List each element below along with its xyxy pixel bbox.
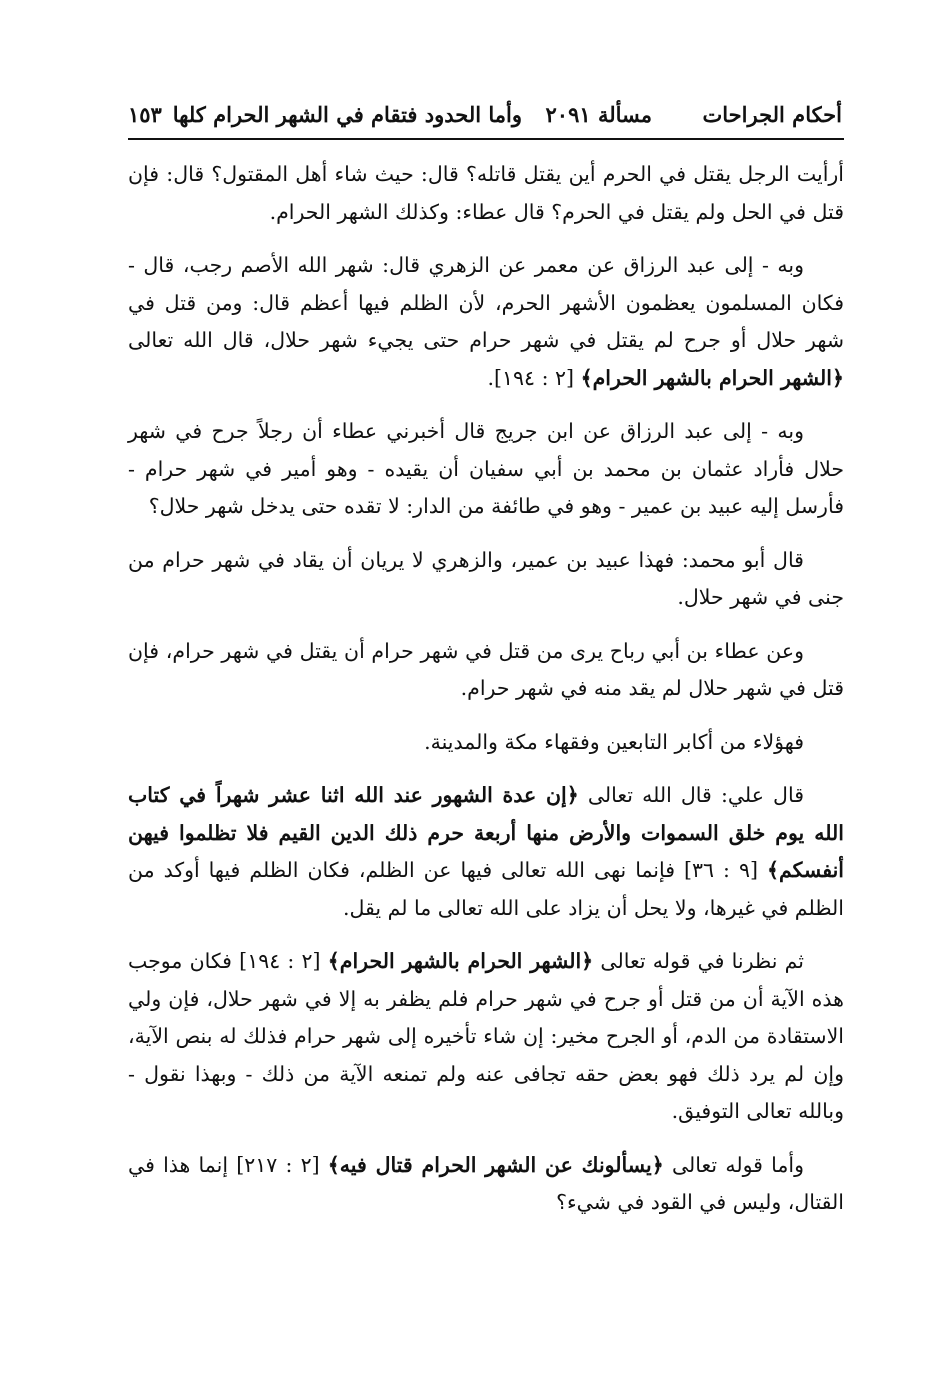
paragraph-8-continuation: [٢ : ١٩٤] فكان موجب هذه الآية أن من قتل أو جرح في شهر حرام فلم يظفر به إلا في شهر حلال، فإن ولي الاستقادة من الدم، أو الجرح مخير: إن شاء تأخيره إلى شهر حرام فذلك له بنص الآية، وإن لم يرد ذلك فهو بعض حقه تجافى عنه ولم تمنعه الآية من ذلك - وبهذا نقول - وبالله تعالى التوفيق. <box>128 949 844 1123</box>
issue-number: مسألة ٢٠٩١ <box>545 102 652 127</box>
header-rule <box>128 138 844 140</box>
quran-quote: ﴿إن عدة الشهور عند الله اثنا عشر شهراً في كتاب الله يوم خلق السموات والأرض منها أربعة حرم ذلك الدين القيم فلا تظلموا فيهن أنفسكم﴾ <box>128 783 844 882</box>
paragraph-8-text: ثم نظرنا في قوله تعالى <box>600 949 804 973</box>
paragraph-6: فهؤلاء من أكابر التابعين وفقهاء مكة والمدينة. <box>424 729 804 754</box>
paragraph-7 <box>128 777 844 927</box>
chapter-topic: وأما الحدود فتقام في الشهر الحرام كلها <box>172 102 522 127</box>
page-body <box>128 156 844 1238</box>
paragraph-9-continuation: [٢ : ٢١٧] إنما هذا في القتال، وليس في القود في شيء؟ <box>128 1152 844 1214</box>
page-number: ١٥٣ <box>128 102 162 127</box>
paragraph-9-text: وأما قوله تعالى <box>671 1152 804 1177</box>
paragraph-2-text: وبه - إلى عبد الرزاق عن معمر عن الزهري قال: شهر الله الأصم رجب، قال - فكان المسلمون يعظمون الأشهر الحرم، لأن الظلم فيها أعظم قال: ومن قتل في شهر حلال أو جرح لم يقتل في شهر حرام حتى يجيء شهر حلال، قال الله تعالى <box>128 253 844 352</box>
running-header <box>128 98 842 138</box>
quran-quote: ﴿الشهر الحرام بالشهر الحرام﴾ <box>327 949 594 973</box>
paragraph-7-continuation: [٩ : ٣٦] فإنما نهى الله تعالى فيها عن الظلم، فكان الظلم فيها أوكد من الظلم في غيرها، ولا يحل أن يزاد على الله تعالى ما لم يقل. <box>128 858 844 920</box>
paragraph-1: أرأيت الرجل يقتل في الحرم أين يقتل قاتله؟ قال: حيث شاء أهل المقتول؟ قال: فإن قتل في الحل ولم يقتل في الحرم؟ قال عطاء: وكذلك الشهر الحرام. <box>128 162 844 224</box>
paragraph-9 <box>128 1147 844 1222</box>
paragraph-5: وعن عطاء بن أبي رباح يرى من قتل في شهر حرام أن يقتل في شهر حرام، فإن قتل في شهر حلال لم يقد منه في شهر حرام. <box>128 638 844 700</box>
paragraph-7-text: قال علي: قال الله تعالى <box>587 783 804 807</box>
verse-reference: [٢ : ١٩٤]. <box>487 365 575 390</box>
quran-quote: ﴿الشهر الحرام بالشهر الحرام﴾ <box>580 365 844 390</box>
paragraph-3: وبه - إلى عبد الرزاق عن ابن جريج قال أخبرني عطاء أن رجلاً جرح في شهر حلال فأراد عثمان بن محمد بن أبي سفيان أن يقيده - وهو أمير في شهر حرام - فأرسل إليه عبيد بن عمير - وهو في طائفة من الدار: لا تقده حتى يدخل شهر حلال؟ <box>128 419 844 518</box>
book-title: أحكام الجراحات <box>702 102 842 127</box>
paragraph-2 <box>128 247 844 397</box>
quran-quote: ﴿يسألونك عن الشهر الحرام قتال فيه﴾ <box>327 1152 664 1177</box>
paragraph-8 <box>128 943 844 1131</box>
paragraph-4: قال أبو محمد: فهذا عبيد بن عمير، والزهري لا يريان أن يقاد في شهر حرام من جنى في شهر حلال. <box>128 547 844 609</box>
